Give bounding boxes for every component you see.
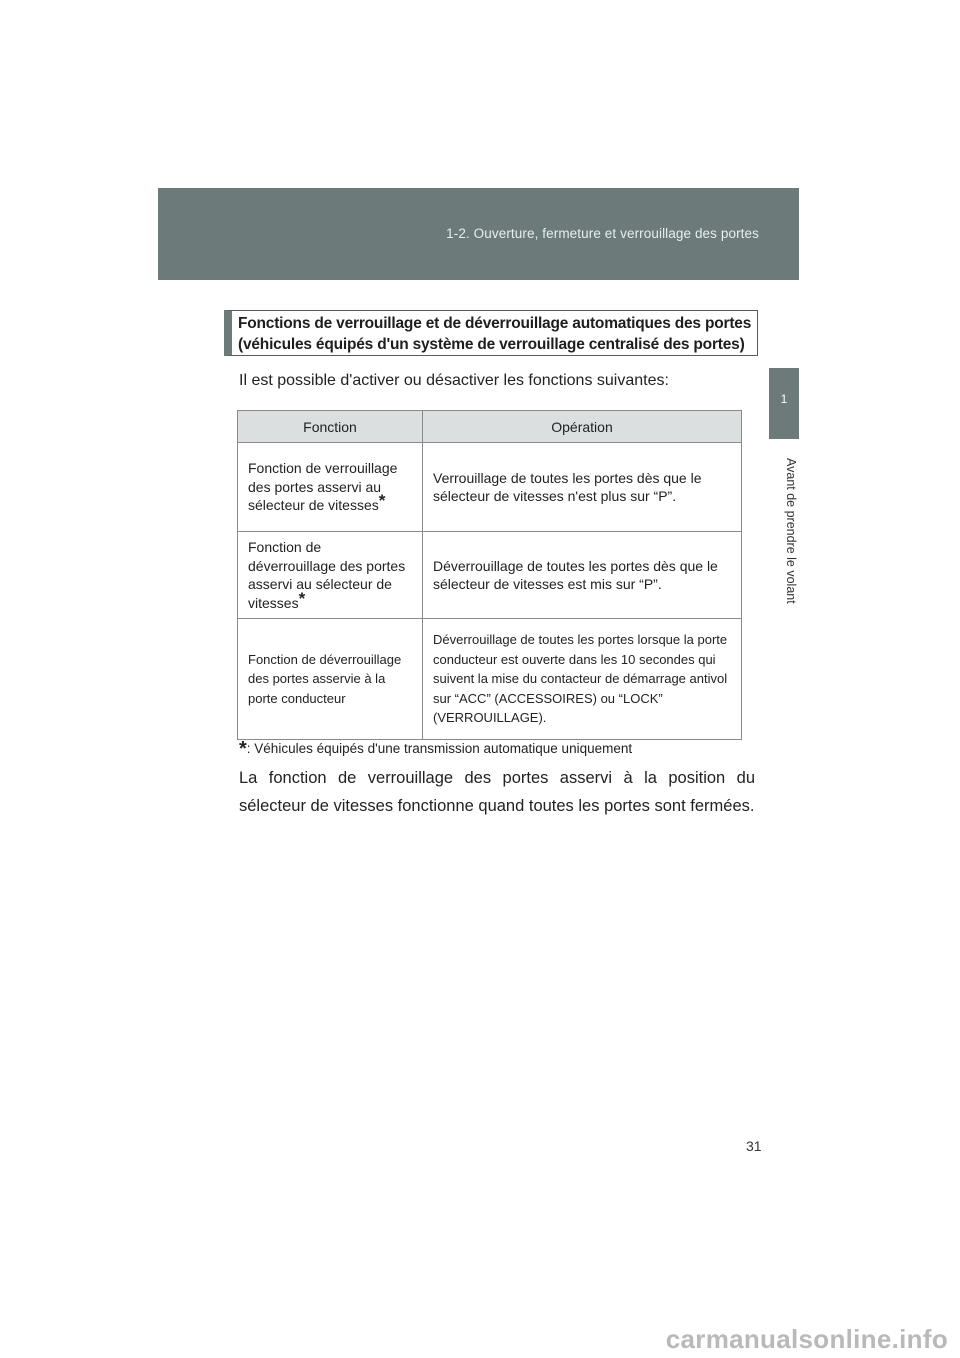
section-heading-box (224, 310, 758, 356)
footnote-marker: * (298, 588, 306, 608)
section-heading-line1: Fonctions de verrouillage et de déverrouillage automatiques des portes (238, 315, 752, 332)
functions-table (237, 410, 742, 740)
footnote (239, 738, 632, 761)
table-header-row (238, 411, 742, 443)
table-row (238, 619, 742, 740)
table-cell-operation: Déverrouillage de toutes les portes dès que le sélecteur de vitesses est mis sur “P”. (423, 532, 742, 619)
header-band (158, 188, 799, 280)
table-cell-function: Fonction de déverrouillage des portes asservie à la porte conducteur (238, 619, 423, 740)
chapter-label: Avant de prendre le volant (784, 458, 798, 604)
table-cell-operation: Déverrouillage de toutes les portes lorsque la porte conducteur est ouverte dans les 10 secondes qui suivent la mise du contacteur de démarrage antivol sur “ACC” (ACCESSOIRES) ou “LOCK” (VERROUILLAGE). (423, 619, 742, 740)
page-number: 31 (746, 1138, 762, 1154)
footnote-text: : Véhicules équipés d'une transmission automatique uniquement (246, 741, 633, 756)
footnote-marker: * (378, 491, 386, 511)
table-header-function: Fonction (238, 411, 423, 443)
table-header-operation: Opération (423, 411, 742, 443)
section-heading-line2: (véhicules équipés d'un système de verrouillage centralisé des portes) (238, 336, 745, 353)
table-cell-operation: Verrouillage de toutes les portes dès que le sélecteur de vitesses n'est plus sur “P”. (423, 443, 742, 532)
function-text: Fonction de verrouillage des portes asservi au sélecteur de vitesses (248, 460, 398, 514)
section-header-title: 1-2. Ouverture, fermeture et verrouillage des portes (446, 226, 759, 241)
chapter-number: 1 (780, 392, 788, 406)
intro-text: Il est possible d'activer ou désactiver les fonctions suivantes: (239, 372, 669, 389)
table-cell-function (238, 532, 423, 619)
chapter-tab (769, 368, 799, 439)
table-cell-function (238, 443, 423, 532)
footnote-star: * (239, 738, 247, 760)
table-row (238, 532, 742, 619)
body-paragraph: La fonction de verrouillage des portes asservi à la position du sélecteur de vitesses fonctionne quand toutes les portes sont fermées. (239, 769, 755, 815)
watermark: carmanualsonline.info (665, 1324, 948, 1354)
table-row (238, 443, 742, 532)
function-text: Fonction de déverrouillage des portes asservi au sélecteur de vitesses (248, 539, 406, 611)
